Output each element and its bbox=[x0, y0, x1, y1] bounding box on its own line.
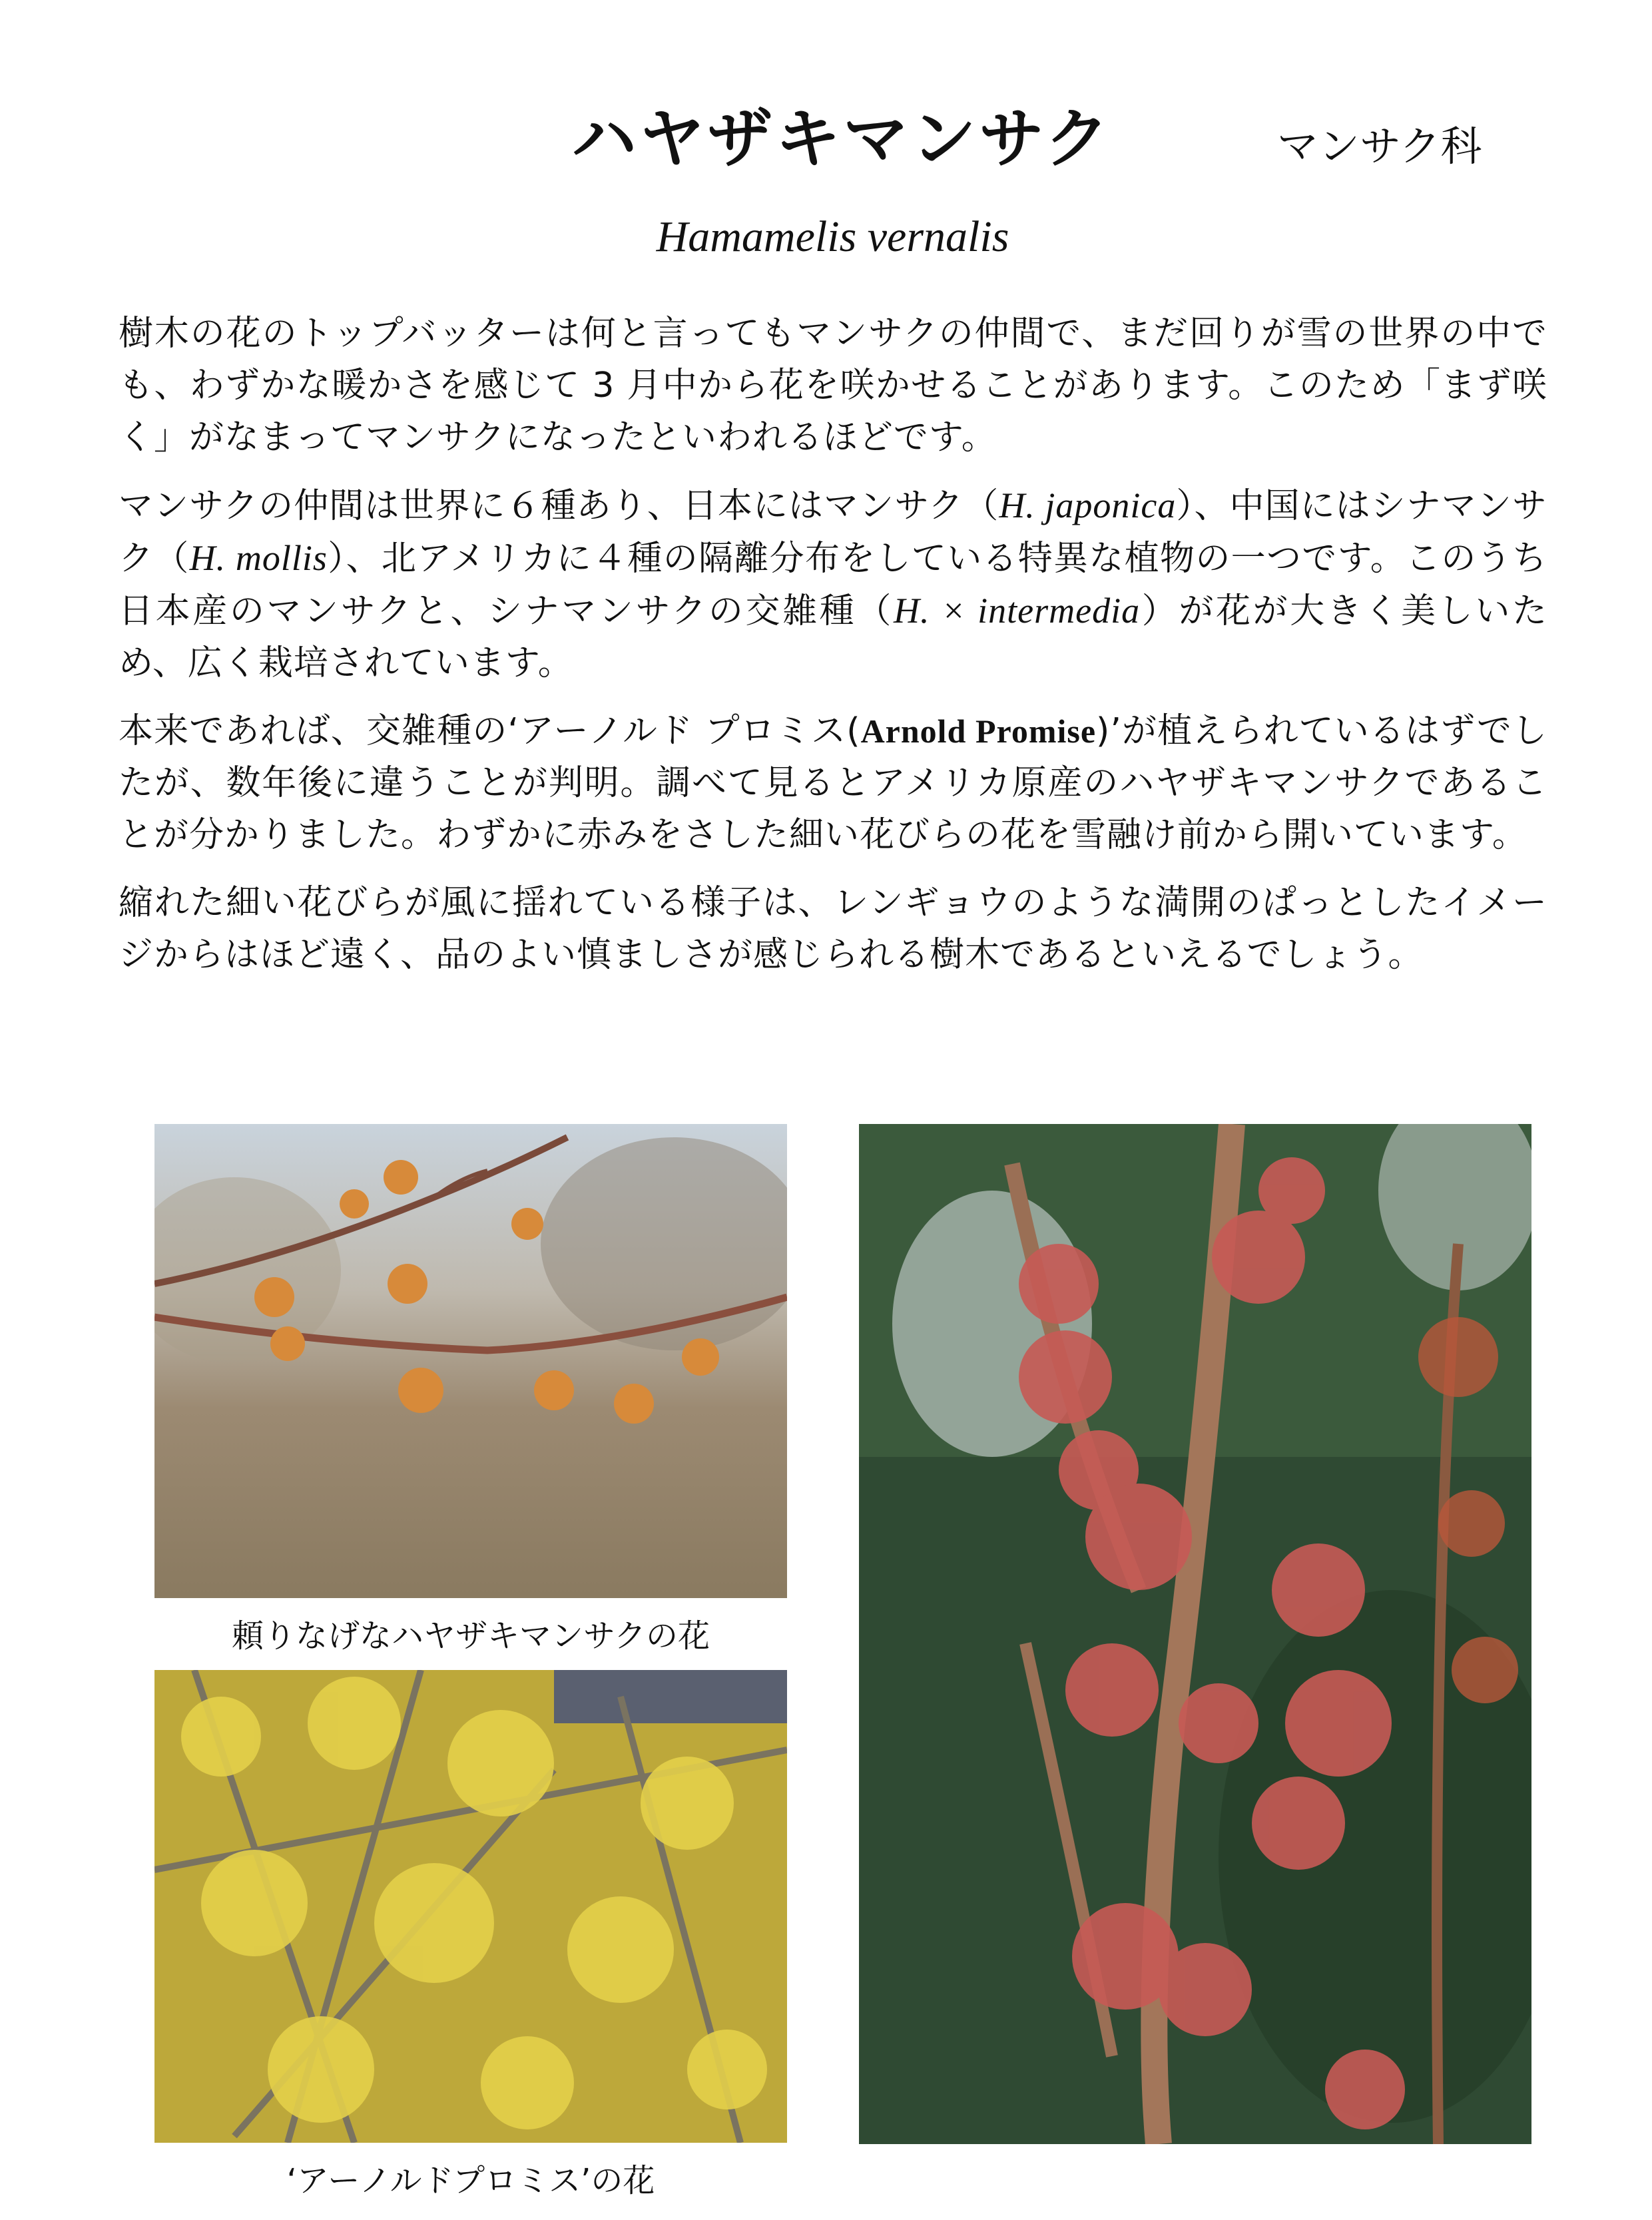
species-japonica: H. japonica bbox=[999, 485, 1177, 525]
photo-vernalis-closeup bbox=[859, 1124, 1531, 2144]
paragraph-3 bbox=[119, 705, 1547, 861]
photo-arnold-promise bbox=[154, 1670, 787, 2143]
species-intermedia: H. × intermedia bbox=[893, 591, 1141, 631]
photo-2-caption: ‘アーノルドプロミス’の花 bbox=[286, 2162, 655, 2199]
scientific-name-text: Hamamelis vernalis bbox=[656, 212, 1009, 261]
species-mollis: H. mollis bbox=[189, 538, 328, 578]
scientific-name bbox=[0, 212, 1652, 262]
photo-vernalis-branch bbox=[154, 1124, 787, 1598]
article-body bbox=[119, 308, 1547, 997]
paragraph-2-text-4: ）が花が大きく美しいため、広く栽培されています。 bbox=[119, 591, 1547, 683]
paragraph-2 bbox=[119, 479, 1547, 689]
paragraph-2-text-3: ）、北アメリカに４種の隔離分布をしている特異な植物の一つです。このうち日本産のマンサクと、シナマンサクの交雑種（ bbox=[119, 539, 1547, 631]
family-name: マンサク科 bbox=[1277, 122, 1482, 170]
paragraph-4: 縮れた細い花びらが風に揺れている様子は、レンギョウのような満開のぱっとしたイメージからはほど遠く、品のよい慎ましさが感じられる樹木であるといえるでしょう。 bbox=[119, 883, 1547, 975]
photo-1-caption: 頼りなげなハヤザキマンサクの花 bbox=[231, 1617, 710, 1655]
paragraph-2-text-2: ）、中国にはシナマンサク（ bbox=[119, 486, 1547, 579]
paragraph-3-text-1: 本来であれば、交雑種の‘アーノルド プロミス( bbox=[119, 711, 861, 751]
paragraph-1: 樹木の花のトップバッターは何と言ってもマンサクの仲間で、まだ回りが雪の世界の中でも、わずかな暖かさを感じて 3 月中から花を咲かせることがあります。このため「まず咲く」がなまってマンサクになったといわれるほどです。 bbox=[119, 314, 1547, 457]
cultivar-name: Arnold Promise bbox=[860, 712, 1097, 750]
paragraph-3-text-2: )’が植えられているはずでしたが、数年後に違うことが判明。調べて見るとアメリカ原産のハヤザキマンサクであることが分かりました。わずかに赤みをさした細い花びらの花を雪融け前から開いています。 bbox=[119, 711, 1547, 855]
paragraph-2-text-1: マンサクの仲間は世界に６種あり、日本にはマンサク（ bbox=[119, 486, 999, 526]
page-title: ハヤザキマンサク bbox=[571, 101, 1113, 177]
